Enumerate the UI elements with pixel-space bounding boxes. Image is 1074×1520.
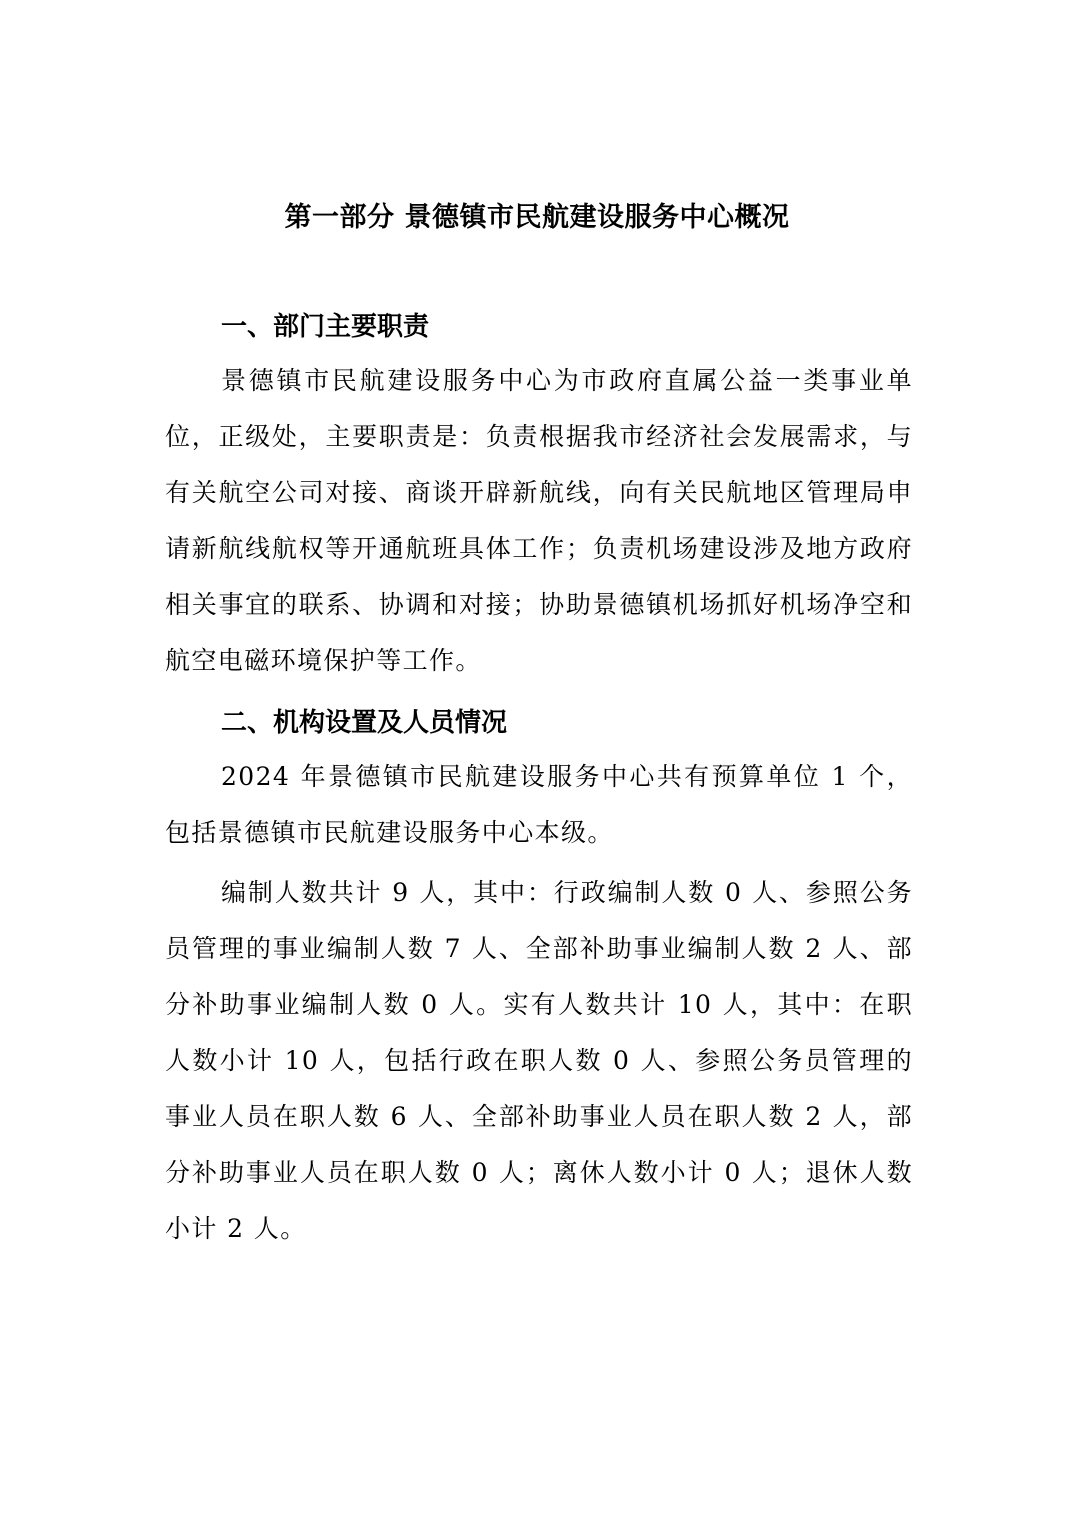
- paragraph: 2024 年景德镇市民航建设服务中心共有预算单位 1 个，包括景德镇市民航建设服务中心本级。: [165, 762, 913, 847]
- spacer: [165, 689, 913, 701]
- page-title: 第一部分 景德镇市民航建设服务中心概况: [284, 202, 790, 233]
- paragraph: 编制人数共计 9 人，其中：行政编制人数 0 人、参照公务员管理的事业编制人数 7 人、全部补助事业编制人数 2 人、部分补助事业编制人数 0 人。实有人数共计 10 人，其中：在职人数小计 10 人，包括行政在职人数 0 人、参照公务员管理的事业人员在职人数 6 人、全部补助事业人员在职人数 2 人，部分补助事业人员在职人数 0 人；离休人数小计 0 人；退休人数小计 2 人。: [165, 878, 913, 1243]
- section-duties: [165, 305, 913, 689]
- document-body: [165, 305, 913, 1257]
- section-organization: [165, 701, 913, 1257]
- section-heading: 一、部门主要职责: [221, 312, 430, 342]
- paragraph: 景德镇市民航建设服务中心为市政府直属公益一类事业单位，正级处，主要职责是：负责根据我市经济社会发展需求，与有关航空公司对接、商谈开辟新航线，向有关民航地区管理局申请新航线航权等开通航班具体工作；负责机场建设涉及地方政府相关事宜的联系、协调和对接；协助景德镇机场抓好机场净空和航空电磁环境保护等工作。: [165, 366, 913, 675]
- section-heading: 二、机构设置及人员情况: [221, 708, 508, 738]
